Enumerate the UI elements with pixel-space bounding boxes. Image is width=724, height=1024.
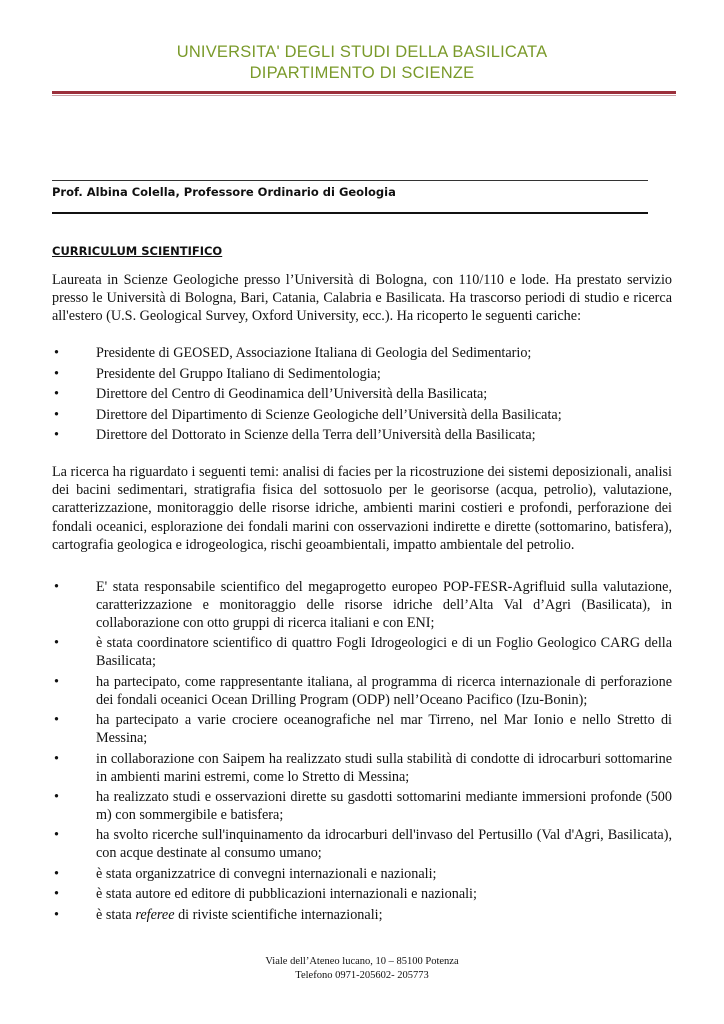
activity-text-start: è stata: [96, 906, 136, 923]
activity-item: [52, 634, 672, 670]
activity-item: [52, 885, 672, 903]
university-name: UNIVERSITA' DEGLI STUDI DELLA BASILICATA: [176, 43, 548, 61]
roles-list: [52, 343, 672, 446]
role-text: Direttore del Dipartimento di Scienze Geologiche dell’Università della Basilicata;: [96, 406, 562, 423]
bullet-marker: •: [54, 406, 59, 423]
bullet-marker: •: [54, 788, 59, 805]
activity-text: E' stata responsabile scientifico del megaprogetto europeo POP-FESR-Agrifluid sulla valutazione, caratterizzazione e monitoraggio delle risorse idriche dell’Alta Val d’Agri (Basilicata), in collaborazione con otto gruppi di ricerca italiani e con ENI;: [96, 579, 672, 631]
role-item: [52, 384, 672, 405]
bullet-marker: •: [54, 750, 59, 767]
bullet-marker: •: [54, 712, 59, 729]
role-text: Direttore del Dottorato in Scienze della Terra dell’Università della Basilicata;: [96, 427, 536, 444]
bullet-marker: •: [54, 827, 59, 844]
activity-text: in collaborazione con Saipem ha realizzato studi sulla stabilità di condotte di idrocarburi sottomarine in ambienti marini estremi, come lo Stretto di Messina;: [96, 750, 672, 785]
activity-text-end: di riviste scientifiche internazionali;: [174, 906, 383, 923]
referee-word: referee: [135, 906, 175, 923]
bottom-rule: [52, 212, 648, 214]
bullet-marker: •: [54, 886, 59, 903]
bullet-marker: •: [54, 386, 59, 403]
bullet-marker: •: [54, 427, 59, 444]
activity-text: è stata coordinatore scientifico di quattro Fogli Idrogeologici e di un Foglio Geologico CARG della Basilicata;: [96, 635, 672, 670]
header-divider: [52, 91, 676, 94]
intro-paragraph: [52, 271, 672, 326]
bullet-marker: •: [54, 365, 59, 382]
research-paragraph: La ricerca ha riguardato i seguenti temi: analisi di facies per la ricostruzione dei sistemi deposizionali, analisi dei bacini sedimentari, stratigrafia fisica del sottosuolo per le georisorse (acqua, petrolio), valutazione, caratterizzazione, monitoraggio delle risorse idriche, ambienti marini costieri e profondi, perforazione dei fondali oceanici, esplorazione dei fondali marini con osservazioni indirette e dirette (sottomarino, batisfera), cartografia geologica e idrogeologica, rischi geoambientali, impatto ambientale del petrolio.: [52, 464, 672, 553]
role-text: Presidente di GEOSED, Associazione Italiana di Geologia del Sedimentario;: [96, 345, 532, 361]
role-text: Direttore del Centro di Geodinamica dell’Università della Basilicata;: [96, 386, 488, 403]
activity-item: [52, 673, 672, 709]
top-rule: [52, 180, 648, 181]
activity-item: [52, 750, 672, 786]
activity-text: è stata organizzatrice di convegni internazionali e nazionali;: [96, 865, 437, 882]
bullet-marker: •: [54, 673, 59, 690]
activity-item: [52, 906, 672, 924]
activity-text: ha svolto ricerche sull'inquinamento da idrocarburi dell'invaso del Pertusillo (Val d'Agri, Basilicata), con acque destinate al consumo umano;: [96, 827, 672, 862]
activity-item: [52, 865, 672, 883]
role-item: [52, 425, 672, 446]
bullet-marker: •: [54, 579, 59, 595]
activity-text: è stata autore ed editore di pubblicazioni internazionali e nazionali;: [96, 886, 477, 903]
activities-list: [52, 578, 672, 926]
activity-text: ha partecipato, come rappresentante italiana, al programma di ricerca internazionale di perforazione dei fondali oceanici Ocean Drilling Program (ODP) nell’Oceano Pacifico (Izu-Bonin);: [96, 673, 672, 708]
bullet-marker: •: [54, 865, 59, 882]
role-item: [52, 343, 672, 364]
role-item: [52, 364, 672, 385]
department-name: DIPARTIMENTO DI SCIENZE: [249, 64, 475, 82]
activity-item: [52, 578, 672, 632]
bullet-marker: •: [54, 906, 59, 923]
activity-text: ha realizzato studi e osservazioni dirette su gasdotti sottomarini mediante immersioni profonde (500 m) con sommergibile e batisfera;: [96, 788, 672, 823]
bullet-marker: •: [54, 345, 59, 361]
role-text: Presidente del Gruppo Italiano di Sedimentologia;: [96, 365, 381, 382]
activity-text: ha partecipato a varie crociere oceanografiche nel mar Tirreno, nel Mar Ionio e nello Stretto di Messina;: [96, 712, 672, 747]
footer-phone: Telefono 0971-205602- 205773: [295, 970, 429, 981]
footer: [0, 955, 724, 983]
professor-name: Prof. Albina Colella, Professore Ordinario di Geologia: [52, 185, 396, 199]
roles-lead: Ha ricoperto le seguenti cariche:: [396, 308, 582, 325]
section-title: CURRICULUM SCIENTIFICO: [52, 244, 223, 258]
institution-header: [0, 42, 724, 84]
header-divider-shadow: [52, 95, 676, 96]
bullet-marker: •: [54, 635, 59, 652]
activity-item: [52, 711, 672, 747]
footer-address: Viale dell’Ateneo lucano, 10 – 85100 Potenza: [265, 956, 459, 967]
activity-item: [52, 788, 672, 824]
role-item: [52, 405, 672, 426]
activity-item: [52, 826, 672, 862]
intro-text: Laureata in Scienze Geologiche presso l’Università di Bologna, con 110/110 e lode. Ha prestato servizio presso le Università di Bologna, Bari, Catania, Calabria e Basilicata. Ha trascorso periodi di studio e ricerca all'estero (U.S. Geological Survey, Oxford University, ecc.).: [52, 272, 672, 325]
